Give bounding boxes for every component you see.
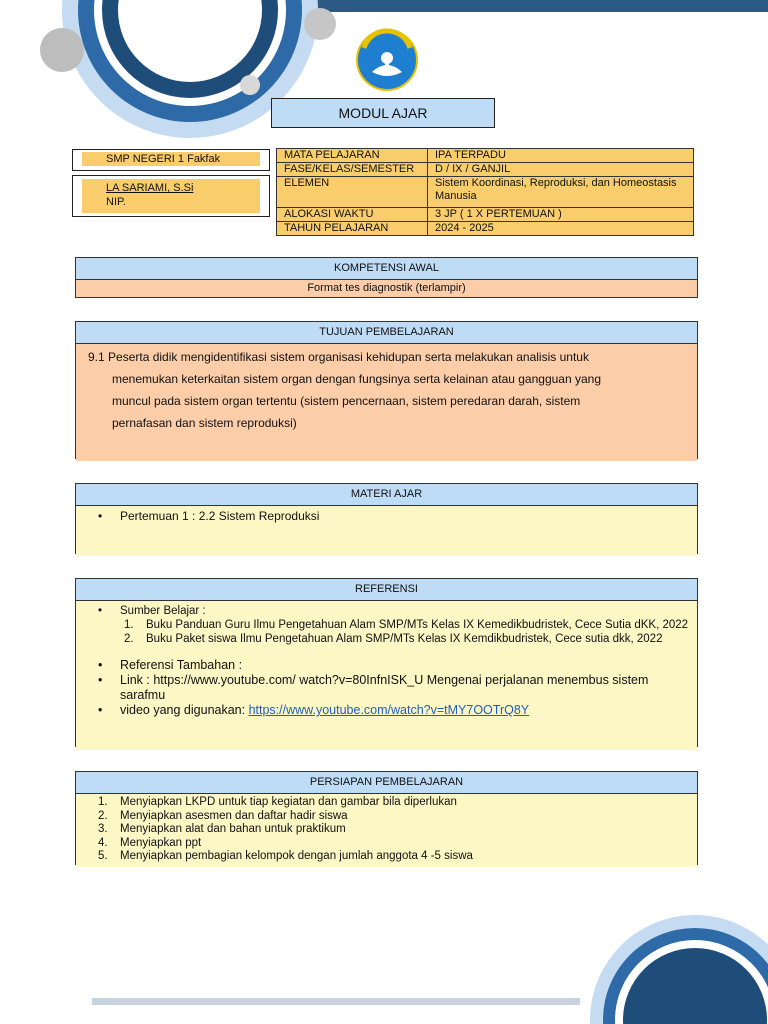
tut-wuri-handayani-logo [342, 28, 432, 92]
link-line-item [76, 673, 685, 703]
table-row [277, 177, 694, 208]
info-table [276, 148, 694, 236]
bottom-decor-bar [92, 998, 580, 1005]
persiapan-text: Menyiapkan LKPD untuk tiap kegiatan dan gambar bila diperlukan [120, 796, 457, 808]
kompetensi-text: Format tes diagnostik (terlampir) [76, 280, 697, 297]
tujuan-first-text: Peserta didik mengidentifikasi sistem organisasi kehidupan serta melakukan analisis untuk [108, 350, 589, 364]
persiapan-body [76, 794, 697, 867]
persiapan-header: PERSIAPAN PEMBELAJARAN [76, 772, 697, 794]
info-key: FASE/KELAS/SEMESTER [277, 163, 428, 177]
school-name: SMP NEGERI 1 Fakfak [82, 152, 260, 166]
list-item: 2. Menyiapkan asesmen dan daftar hadir siswa [98, 809, 348, 822]
video-line-item [76, 703, 685, 718]
list-item: 1. Buku Panduan Guru Ilmu Pengetahuan Alam SMP/MTs Kelas IX Kemedikbudristek, Cece Sutia dKK, 2022 [124, 619, 689, 631]
persiapan-text: Menyiapkan pembagian kelompok dengan jumlah anggota 4 -5 siswa [120, 850, 473, 862]
table-row [277, 222, 694, 236]
table-row [277, 208, 694, 222]
info-value: Sistem Koordinasi, Reproduksi, dan Homeostasis Manusia [428, 177, 694, 208]
tujuan-body [76, 344, 697, 461]
info-key: ALOKASI WAKTU [277, 208, 428, 222]
materi-body [76, 506, 697, 556]
table-row [277, 163, 694, 177]
persiapan-section [75, 771, 698, 865]
tujuan-line: menemukan keterkaitan sistem organ dengan fungsinya serta kelainan atau gangguan yang [112, 372, 601, 386]
teacher-info [82, 179, 260, 213]
info-value: 2024 - 2025 [428, 222, 694, 236]
table-row [277, 149, 694, 163]
video-link[interactable]: https://www.youtube.com/watch?v=tMY7OOTrQ8Y [248, 703, 530, 717]
info-value: 3 JP ( 1 X PERTEMUAN ) [428, 208, 694, 222]
bottom-right-decor [560, 905, 768, 1024]
tujuan-header: TUJUAN PEMBELAJARAN [76, 322, 697, 344]
kompetensi-section [75, 257, 698, 298]
persiapan-text: Menyiapkan ppt [120, 836, 202, 849]
persiapan-text: Menyiapkan asesmen dan daftar hadir siswa [120, 809, 348, 822]
book-text: Buku Panduan Guru Ilmu Pengetahuan Alam SMP/MTs Kelas IX Kemedikbudristek, Cece Sutia dKK, 2022 [146, 619, 689, 631]
persiapan-text: Menyiapkan alat dan bahan untuk praktikum [120, 823, 346, 835]
tujuan-first-line [88, 346, 687, 368]
materi-header: MATERI AJAR [76, 484, 697, 506]
video-label: video yang digunakan: [120, 703, 249, 717]
top-decor-bar [300, 0, 768, 12]
sumber-label: • Sumber Belajar : [76, 604, 697, 618]
info-key: MATA PELAJARAN [277, 149, 428, 163]
list-item: • Pertemuan 1 : 2.2 Sistem Reproduksi [76, 508, 697, 524]
tujuan-number: 9.1 [88, 350, 105, 364]
referensi-section [75, 578, 698, 747]
teacher-nip-label: NIP. [106, 196, 126, 208]
list-item: 1. Menyiapkan LKPD untuk tiap kegiatan dan gambar bila diperlukan [98, 796, 457, 808]
list-item: 4. Menyiapkan ppt [98, 836, 202, 849]
tujuan-section [75, 321, 698, 459]
info-value: D / IX / GANJIL [428, 163, 694, 177]
tujuan-line: muncul pada sistem organ tertentu (sistem pencernaan, sistem peredaran darah, sistem [112, 394, 581, 408]
info-value: IPA TERPADU [428, 149, 694, 163]
list-item: 2. Buku Paket siswa Ilmu Pengetahuan Alam SMP/MTs Kelas IX Kemdikbudristek, Cece sutia dkk, 2022 [124, 633, 663, 645]
tujuan-line: pernafasan dan sistem reproduksi) [112, 416, 297, 430]
info-key: ELEMEN [277, 177, 428, 208]
kompetensi-header: KOMPETENSI AWAL [76, 258, 697, 280]
list-item: 3. Menyiapkan alat dan bahan untuk praktikum [98, 823, 346, 835]
referensi-body [76, 601, 697, 750]
page-title: MODUL AJAR [271, 98, 495, 128]
link-line: Link : https://www.youtube.com/ watch?v=80InfnISK_U Mengenai perjalanan menembus sistem sarafmu [120, 673, 649, 702]
referensi-header: REFERENSI [76, 579, 697, 601]
tambahan-label: • Referensi Tambahan : [76, 658, 685, 673]
info-key: TAHUN PELAJARAN [277, 222, 428, 236]
teacher-name: LA SARIAMI, S.Si [106, 182, 194, 194]
list-item: 5. Menyiapkan pembagian kelompok dengan jumlah anggota 4 -5 siswa [98, 850, 473, 862]
materi-section [75, 483, 698, 554]
book-text: Buku Paket siswa Ilmu Pengetahuan Alam SMP/MTs Kelas IX Kemdikbudristek, Cece sutia dkk, 2022 [146, 633, 663, 645]
